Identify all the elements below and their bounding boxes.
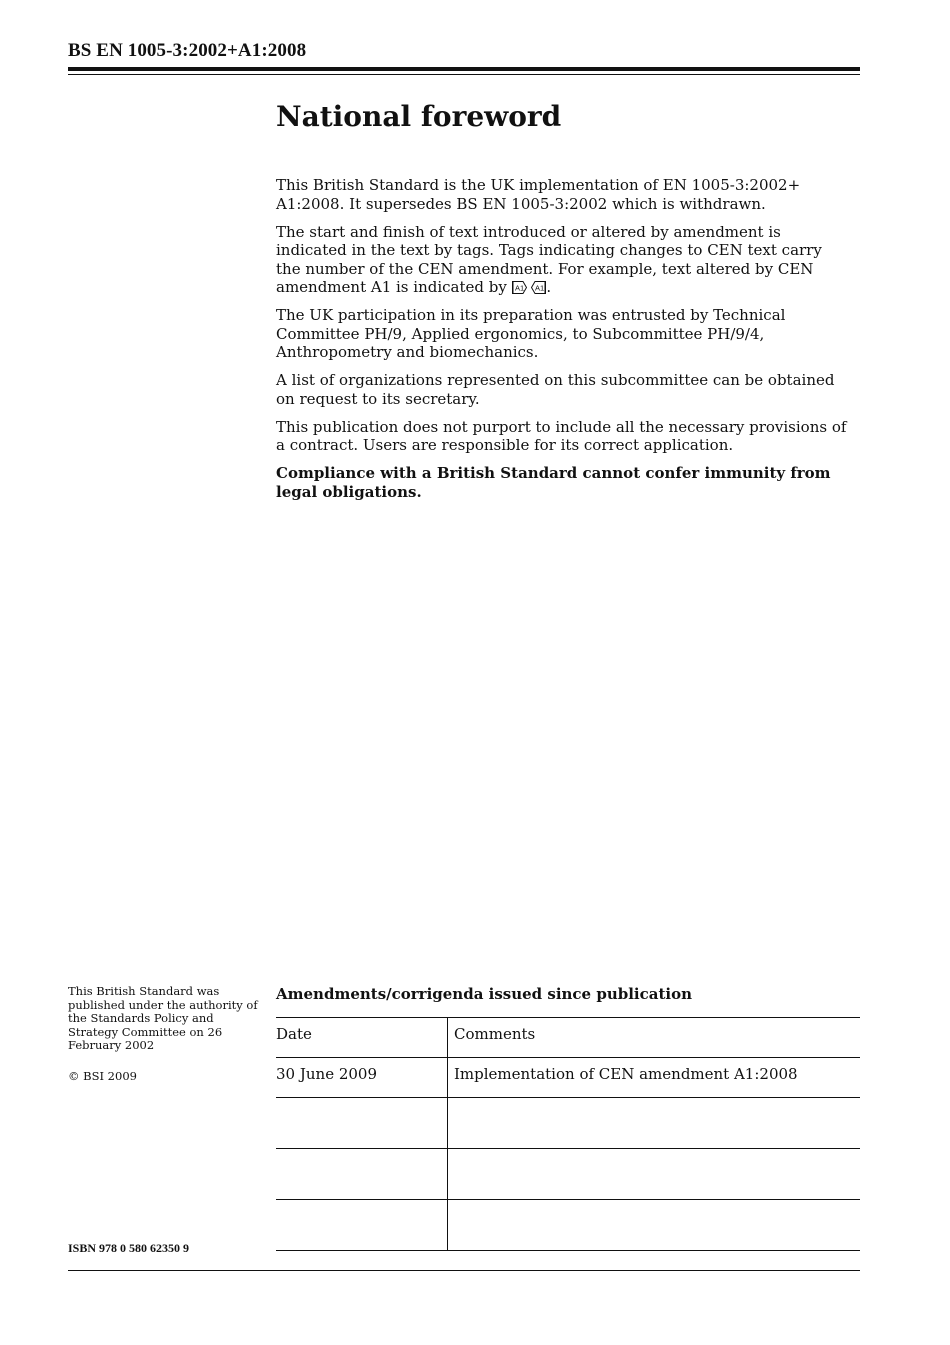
table-cell-date: 30 June 2009 <box>276 1058 448 1098</box>
table-cell-comments: Implementation of CEN amendment A1:2008 <box>448 1058 861 1098</box>
amendment-start-tag-icon <box>512 281 527 294</box>
isbn-number: ISBN 978 0 580 62350 9 <box>68 1241 190 1255</box>
amendment-end-tag-label: A1 <box>535 283 545 293</box>
foreword-body <box>276 176 850 511</box>
amendments-table <box>276 1017 860 1251</box>
amendments-title: Amendments/corrigenda issued since publication <box>276 985 692 1003</box>
paragraph-provisions: This publication does not purport to include all the necessary provisions of a contract. Users are responsible for its correct application. <box>276 417 847 454</box>
footer-rule <box>68 1270 860 1271</box>
paragraph-compliance: Compliance with a British Standard cannot confer immunity from legal obligations. <box>276 464 831 501</box>
publication-note: This British Standard was published under the authority of the Standards Policy and Strategy Committee on 26 February 2002 <box>68 984 258 1052</box>
paragraph-committee: The UK participation in its preparation was entrusted by Technical Committee PH/9, Applied ergonomics, to Subcommittee PH/9/4, Anthropometry and biomechanics. <box>276 306 786 361</box>
table-row-empty <box>276 1098 860 1149</box>
document-id: BS EN 1005-3:2002+A1:2008 <box>68 40 307 61</box>
table-row-empty <box>276 1149 860 1200</box>
paragraph-amendment-tags <box>276 223 850 297</box>
table-row <box>276 1058 860 1098</box>
table-header-date: Date <box>276 1018 448 1058</box>
copyright-notice: © BSI 2009 <box>68 1068 137 1083</box>
page-title: National foreword <box>276 100 562 133</box>
paragraph-amendment-tags-text: The start and finish of text introduced or altered by amendment is indicated in the text by tags. Tags indicating changes to CEN text carry the number of the CEN amendment. For example, text altered by CEN amendment A1 is indicated by <box>276 222 822 296</box>
paragraph-amendment-tags-end: . <box>546 278 552 296</box>
paragraph-organizations: A list of organizations represented on this subcommittee can be obtained on request to its secretary. <box>276 371 835 408</box>
table-row-empty <box>276 1200 860 1251</box>
header-rule-thin <box>68 74 860 75</box>
paragraph-implementation: This British Standard is the UK implementation of EN 1005-3:2002+ A1:2008. It supersedes BS EN 1005-3:2002 which is withdrawn. <box>276 176 801 213</box>
table-header-row <box>276 1018 860 1058</box>
amendment-start-tag-label: A1 <box>514 283 524 293</box>
table-header-comments: Comments <box>448 1018 861 1058</box>
publication-sidebar <box>68 985 258 1083</box>
amendment-end-tag-icon <box>531 281 546 294</box>
header-rule-thick <box>68 67 860 71</box>
